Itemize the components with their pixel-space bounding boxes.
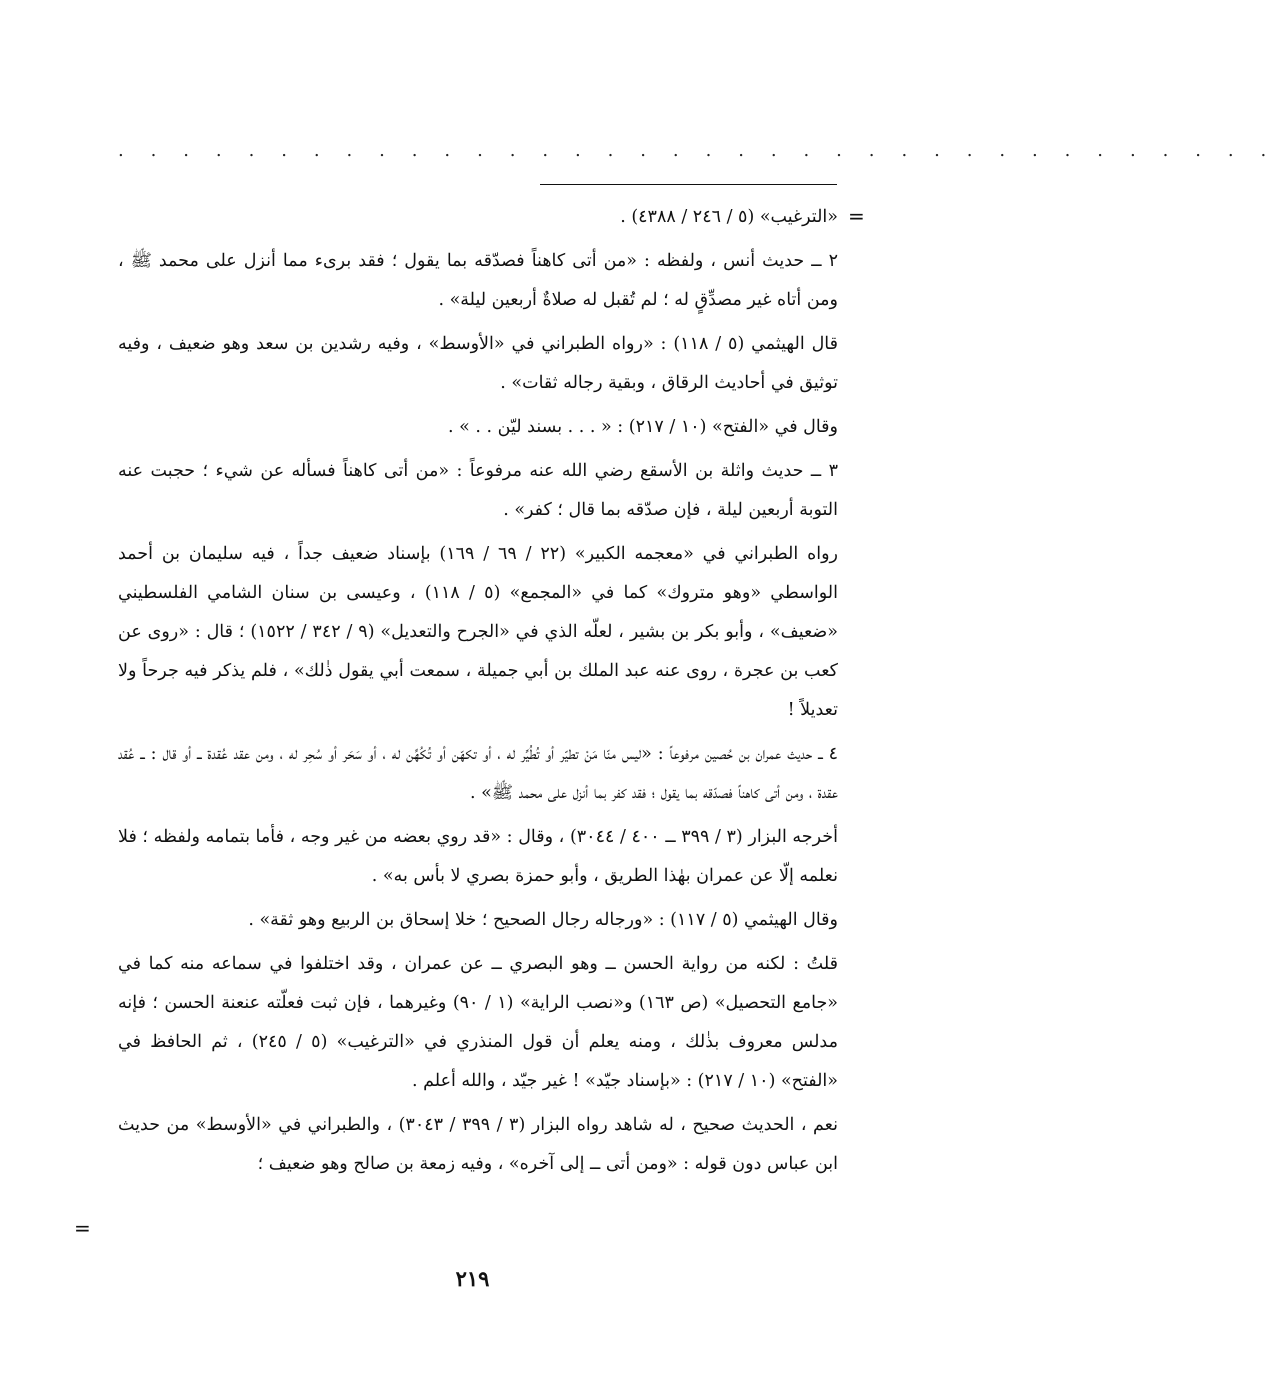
- paragraph-10: قلتُ : لكنه من رواية الحسن ــ وهو البصري ــ عن عمران ، وقد اختلفوا في سماعه منه كما في «جامع التحصيل» (ص ١٦٣) و«نصب الراية» (١ / ٩٠) وغيرهما ، فإن ثبت فعلّته عنعنة الحسن ؛ فإنه مدلس معروف بذٰلك ، ومنه يعلم أن قول المنذري في «الترغيب» (٥ / ٢٤٥) ، ثم الحافظ في «الفتح» (١٠ / ٢١٧) : «بإسناد جيّد» ! غير جيّد ، والله أعلم .: [118, 954, 839, 1091]
- paragraph-11: نعم ، الحديث صحيح ، له شاهد رواه البزار (٣ / ٣٩٩ / ٣٠٤٣) ، والطبراني في «الأوسط» من حديث ابن عباس دون قوله : «ومن أتى ــ إلى آخره» ، وفيه زمعة بن صالح وهو ضعيف ؛: [118, 1115, 838, 1174]
- page-number: ٢١٩: [455, 1266, 490, 1291]
- header-dot-line: . . . . . . . . . . . . . . . . . . . . . . . . . . . . . . . . . . . .: [118, 140, 1277, 161]
- page-body: [118, 198, 838, 1189]
- paragraph-4: وقال في «الفتح» (١٠ / ٢١٧) : « . . . بسند ليّن . . » .: [447, 417, 838, 437]
- paragraph-3: قال الهيثمي (٥ / ١١٨) : «رواه الطبراني في «الأوسط» ، وفيه رشدين بن سعد وهو ضعيف ، وفيه توثيق في أحاديث الرقاق ، وبقية رجاله ثقات» .: [118, 334, 838, 393]
- paragraph-2: ٢ ــ حديث أنس ، ولفظه : «من أتى كاهناً فصدّقه بما يقول ؛ فقد برىء مما أنزل على محمد ﷺ ، ومن أتاه غير مصدِّقٍ له ؛ لم تُقبل له صلاةٌ أربعين ليلة» .: [118, 251, 838, 310]
- paragraph-1: «الترغيب» (٥ / ٢٤٦ / ٤٣٨٨) .: [620, 207, 838, 227]
- paragraph-6: رواه الطبراني في «معجمه الكبير» (٢٢ / ٦٩ / ١٦٩) بإسناد ضعيف جداً ، فيه سليمان بن أحمد الواسطي «وهو متروك» كما في «المجمع» (٥ / ١١٨) ، وعيسى بن سنان الشامي الفلسطيني «ضعيف» ، وأبو بكر بن بشير ، لعلّه الذي في «الجرح والتعديل» (٩ / ٣٤٢ / ١٥٢٢) ؛ قال : «روى عن كعب بن عجرة ، روى عنه عبد الملك بن أبي جميلة ، سمعت أبي يقول ذٰلك» ، فلم يذكر فيه جرحاً ولا تعديلاً !: [118, 544, 839, 720]
- paragraph-8: أخرجه البزار (٣ / ٣٩٩ ــ ٤٠٠ / ٣٠٤٤) ، وقال : «قد روي بعضه من غير وجه ، فأما بتمامه ولفظه ؛ فلا نعلمه إلّا عن عمران بهٰذا الطريق ، وأبو حمزة بصري لا بأس به» .: [118, 827, 838, 886]
- paragraph-5: ٣ ــ حديث واثلة بن الأسقع رضي الله عنه مرفوعاً : «من أتى كاهناً فسأله عن شيء ؛ حجبت عنه التوبة أربعين ليلة ، فإن صدّقه بما قال ؛ كفر» .: [118, 461, 838, 520]
- paragraph-9: وقال الهيثمي (٥ / ١١٧) : «ورجاله رجال الصحيح ؛ خلا إسحاق بن الربيع وهو ثقة» .: [248, 910, 838, 930]
- paragraph-7: ٤ ــ حديث عمران بن حُصين مرفوعاً : «ليس منّا مَنْ تطيّر أو تُطُيِّر له ، أو تكهّن أو تُكُهِّن له ، أو سَحَر أو سُحِر له ، ومن عقد عُقدة ــ أو قال : ــ عُقد عقدة ، ومن أتى كاهناً فصدّقه بما يقول ؛ فقد كفر بما أنزل على محمد ﷺ» .: [118, 744, 838, 803]
- footnote-rule: [540, 184, 837, 185]
- continuation-mark-top: =: [848, 204, 865, 228]
- continuation-mark-bottom: =: [74, 1216, 91, 1240]
